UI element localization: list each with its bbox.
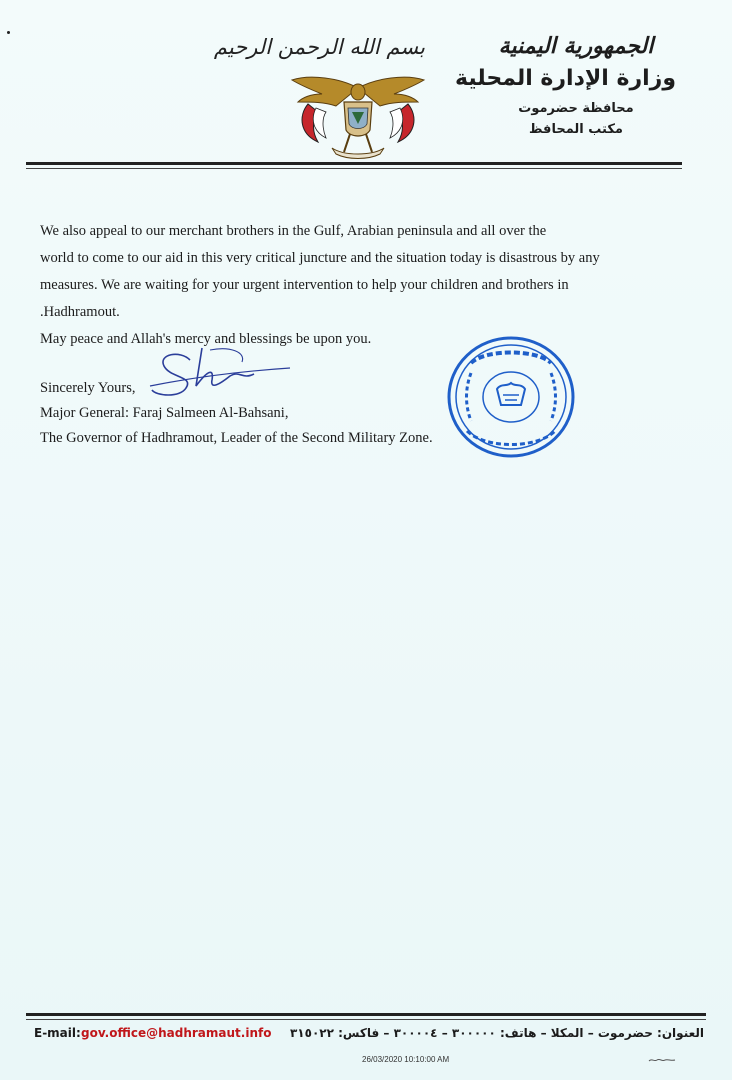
address-contact: العنوان: حضرموت – المكلا – هاتف: ٣٠٠٠٠٠ – ٣٠٠٠٠٤ – فاكس: ٣١٥٠٢٢	[289, 1026, 704, 1040]
corner-scribble-mark	[648, 1056, 676, 1064]
scan-dot	[7, 31, 10, 34]
republic-heading: الجمهورية اليمنية	[498, 34, 654, 59]
body-line: measures. We are waiting for your urgent intervention to help your children and brothers in	[40, 277, 569, 293]
salutation: Sincerely Yours,	[40, 380, 136, 396]
official-seal-stamp	[445, 333, 577, 461]
bismillah-calligraphy: بسم الله الرحمن الرحيم	[213, 35, 425, 59]
email-label: E-mail:	[34, 1026, 81, 1040]
signatory-title: The Governor of Hadhramout, Leader of the Second Military Zone.	[40, 430, 433, 446]
yemen-eagle-emblem-icon	[288, 68, 428, 160]
body-line: May peace and Allah's mercy and blessings be upon you.	[40, 331, 372, 347]
body-line: world to come to our aid in this very critical juncture and the situation today is disastrous by any	[40, 250, 600, 266]
print-timestamp: 26/03/2020 10:10:00 AM	[362, 1055, 450, 1064]
handwritten-signature	[150, 340, 300, 402]
header-divider-thick	[26, 162, 682, 165]
office-heading: مكتب المحافظ	[529, 122, 623, 137]
footer-divider-thin	[26, 1019, 706, 1020]
body-line: .Hadhramout.	[40, 304, 120, 320]
letterhead-arabic	[455, 30, 676, 140]
body-line: We also appeal to our merchant brothers in the Gulf, Arabian peninsula and all over the	[40, 223, 547, 239]
footer-divider-thick	[26, 1013, 706, 1016]
ministry-heading: وزارة الإدارة المحلية	[455, 66, 676, 91]
letter-footer	[34, 1026, 704, 1046]
governorate-heading: محافظة حضرموت	[518, 101, 634, 116]
email-link[interactable]: gov.office@hadhramaut.info	[81, 1026, 272, 1040]
header-divider-thin	[26, 168, 682, 169]
signatory-name: Major General: Faraj Salmeen Al-Bahsani,	[40, 405, 289, 421]
